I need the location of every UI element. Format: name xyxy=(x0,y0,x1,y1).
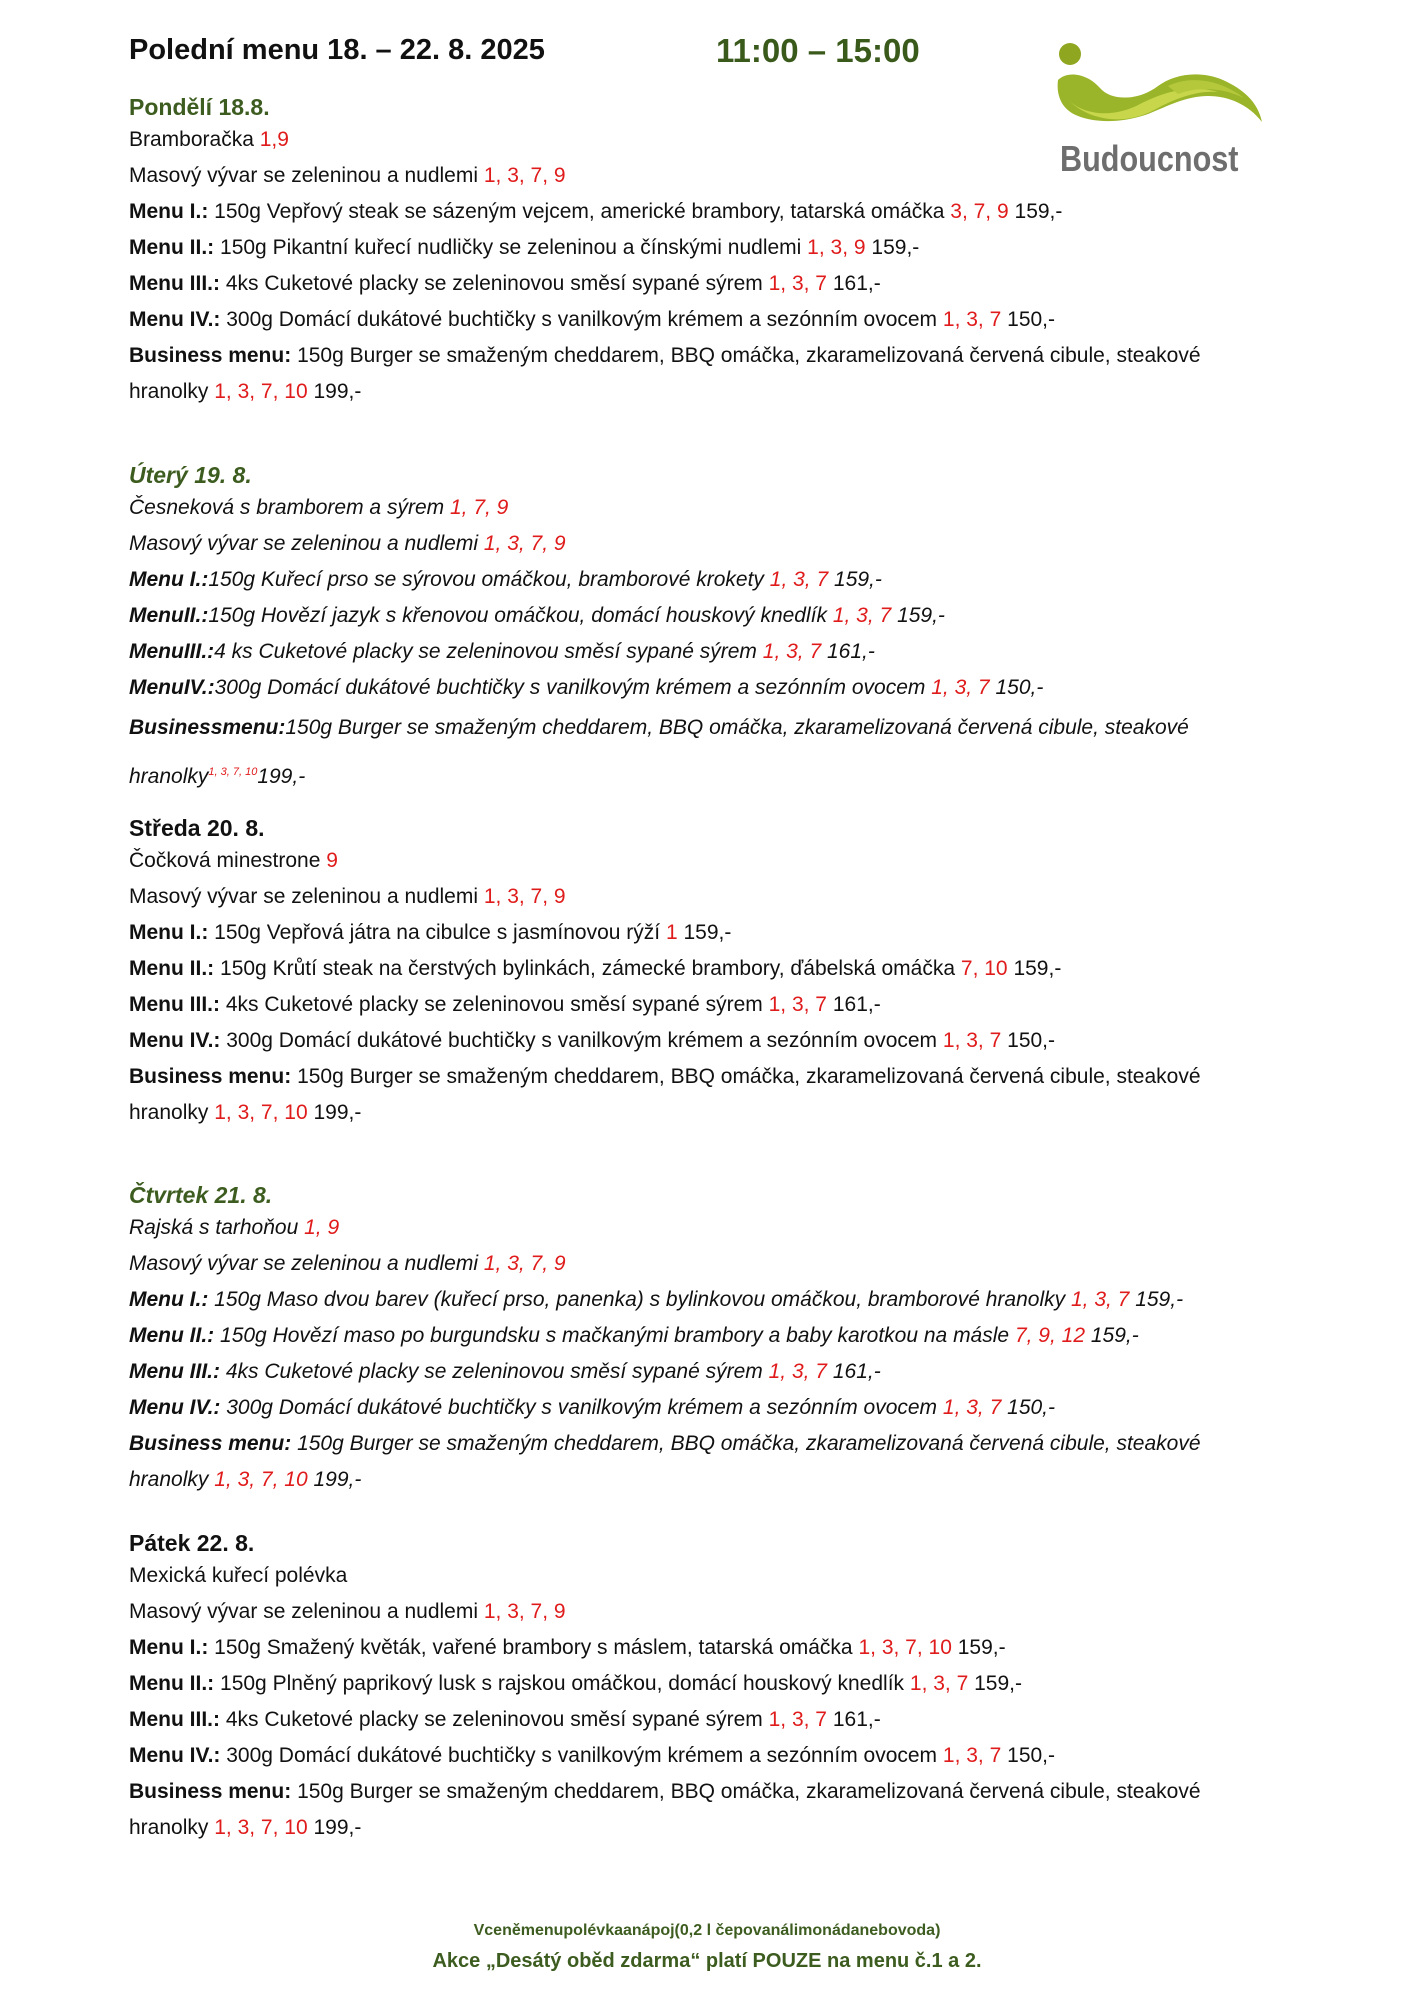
menu-text: 300g Domácí dukátové buchtičky s vanilkovým krémem a sezónním ovocem xyxy=(226,308,938,331)
menu-label: Menu III.: xyxy=(129,993,220,1016)
menu-label: Menu II.: xyxy=(129,236,215,259)
allergens: 1, 3, 7, 9 xyxy=(483,164,566,187)
price: 161,- xyxy=(832,993,881,1016)
price: 199,- xyxy=(313,1468,362,1491)
price: 159,- xyxy=(897,604,945,627)
soup-name: Mexická kuřecí polévka xyxy=(129,1564,348,1587)
menu-label: Menu I.: xyxy=(129,1288,209,1311)
allergens: 1, 3, 7 xyxy=(769,568,829,591)
price: 159,- xyxy=(871,236,920,259)
menu-text: 4ks Cuketové placky se zeleninovou směsí sypané sýrem xyxy=(225,993,763,1016)
menu-item xyxy=(129,1738,1309,1774)
price: 150,- xyxy=(995,676,1044,699)
menu-item xyxy=(129,562,1309,598)
day-wednesday xyxy=(129,813,1309,1131)
menu-label: Menu IV.: xyxy=(129,308,221,331)
menu-label: Business menu: xyxy=(129,344,292,367)
menu-label: MenuIII.: xyxy=(129,640,215,663)
menu-item xyxy=(129,194,1309,230)
menu-text: 300g Domácí dukátové buchtičky s vanilkovým krémem a sezónním ovocem xyxy=(226,1029,938,1052)
menu-label: Menu IV.: xyxy=(129,1396,221,1419)
menu-text: 150g Kuřecí prso se sýrovou omáčkou, bramborové krokety xyxy=(208,568,764,591)
day-monday xyxy=(129,92,1309,410)
allergens: 1, 3, 7, 10 xyxy=(214,380,308,403)
allergens: 1, 3, 7, 10 xyxy=(858,1636,952,1659)
allergens: 1, 3, 7 xyxy=(909,1672,969,1695)
allergens: 7, 10 xyxy=(960,957,1008,980)
menu-text: 150g Plněný paprikový lusk s rajskou omáčkou, domácí houskový knedlík xyxy=(220,1672,905,1695)
price: 159,- xyxy=(1013,957,1062,980)
day-title: Čtvrtek 21. 8. xyxy=(129,1182,273,1208)
menu-label: Menu I.: xyxy=(129,921,209,944)
soup-name: Rajská s tarhoňou xyxy=(129,1216,299,1239)
allergens: 1, 3, 7 xyxy=(942,308,1002,331)
soup-name: Bramboračka xyxy=(129,128,254,151)
price: 159,- xyxy=(683,921,732,944)
price: 159,- xyxy=(1090,1324,1139,1347)
day-title: Středa 20. 8. xyxy=(129,815,265,841)
menu-label: MenuII.: xyxy=(129,604,209,627)
allergens: 1, 3, 7, 10 xyxy=(214,1468,308,1491)
allergens: 7, 9, 12 xyxy=(1014,1324,1085,1347)
menu-text: 150g Maso dvou barev (kuřecí prso, panenka) s bylinkovou omáčkou, bramborové hranolky xyxy=(214,1288,1066,1311)
price: 150,- xyxy=(1007,1744,1056,1767)
price: 150,- xyxy=(1007,1029,1056,1052)
menu-label: Business menu: xyxy=(129,1780,292,1803)
menu-label: Menu I.: xyxy=(129,200,209,223)
price: 161,- xyxy=(827,640,875,663)
business-menu-cont xyxy=(129,374,1309,410)
menu-item xyxy=(129,951,1309,987)
page-title: Polední menu 18. – 22. 8. 2025 xyxy=(129,34,545,66)
menu-text: hranolky xyxy=(129,380,209,403)
soup-item xyxy=(129,1558,1309,1594)
menu-label: Menu IV.: xyxy=(129,1744,221,1767)
menu-item xyxy=(129,1354,1309,1390)
soup-name: Čočková minestrone xyxy=(129,849,321,872)
business-menu xyxy=(129,1059,1309,1095)
allergens: 1, 3, 7 xyxy=(768,272,827,295)
business-menu xyxy=(129,338,1309,374)
soup-item xyxy=(129,1594,1309,1630)
menu-label: Menu II.: xyxy=(129,957,215,980)
allergens: 1, 3, 7 xyxy=(942,1744,1002,1767)
menu-item xyxy=(129,915,1309,951)
menu-item xyxy=(129,634,1309,670)
footer-promo: Akce „Desátý oběd zdarma“ platí POUZE na menu č.1 a 2. xyxy=(432,1950,982,1972)
menu-label: Menu II.: xyxy=(129,1324,215,1347)
price: 199,- xyxy=(313,1816,362,1839)
menu-text: 150g Vepřová játra na cibulce s jasmínovou rýží xyxy=(214,921,661,944)
business-menu xyxy=(129,706,1309,750)
menu-text: 4ks Cuketové placky se zeleninovou směsí sypané sýrem xyxy=(225,1708,763,1731)
soup-name: Masový vývar se zeleninou a nudlemi xyxy=(129,1252,479,1275)
menu-label: Menu I.: xyxy=(129,568,209,591)
menu-text: 4 ks Cuketové placky se zeleninovou směsí sypané sýrem xyxy=(214,640,757,663)
menu-text: 150g Burger se smaženým cheddarem, BBQ omáčka, zkaramelizovaná červená cibule, steakové xyxy=(297,344,1201,367)
menu-item xyxy=(129,670,1309,706)
menu-label: MenuIV.: xyxy=(129,676,215,699)
day-tuesday xyxy=(129,460,1309,799)
allergens: 3, 7, 9 xyxy=(950,200,1009,223)
menu-text: 150g Hovězí maso po burgundsku s mačkanými brambory a baby karotkou na másle xyxy=(220,1324,1010,1347)
allergens: 1,9 xyxy=(259,128,289,151)
soup-item xyxy=(129,879,1309,915)
menu-label: Menu III.: xyxy=(129,272,220,295)
allergens: 1, 3, 7 xyxy=(768,1708,827,1731)
allergens: 1, 3, 7 xyxy=(931,676,990,699)
price: 150,- xyxy=(1007,1396,1056,1419)
menu-label: Menu III.: xyxy=(129,1708,220,1731)
menu-item xyxy=(129,987,1309,1023)
menu-item xyxy=(129,266,1309,302)
price: 161,- xyxy=(832,1708,881,1731)
allergens: 1, 3, 7, 10 xyxy=(208,766,258,778)
soup-name: Masový vývar se zeleninou a nudlemi xyxy=(129,885,479,908)
menu-text: 4ks Cuketové placky se zeleninovou směsí sypané sýrem xyxy=(225,272,763,295)
allergens: 1, 3, 7 xyxy=(768,1360,827,1383)
soup-name: Masový vývar se zeleninou a nudlemi xyxy=(129,164,479,187)
menu-text: 150g Smažený květák, vařené brambory s máslem, tatarská omáčka xyxy=(214,1636,853,1659)
price: 161,- xyxy=(832,272,881,295)
price: 159,- xyxy=(1135,1288,1184,1311)
business-menu-cont xyxy=(129,1810,1309,1846)
price: 199,- xyxy=(313,1101,362,1124)
menu-label: Business menu: xyxy=(129,1065,292,1088)
menu-text: 150g Hovězí jazyk s křenovou omáčkou, domácí houskový knedlík xyxy=(208,604,827,627)
menu-label: Menu II.: xyxy=(129,1672,215,1695)
footer-note: Vceněmenupolévkaanápoj(0,2 l čepovanálimonádanebovoda) xyxy=(473,1922,941,1939)
allergens: 1 xyxy=(665,921,678,944)
menu-text: 150g Burger se smaženým cheddarem, BBQ omáčka, zkaramelizovaná červená cibule, steakové xyxy=(297,1065,1201,1088)
soup-item xyxy=(129,490,1309,526)
menu-item xyxy=(129,1702,1309,1738)
logo-wordmark: Budoucnost xyxy=(1060,138,1239,179)
day-friday xyxy=(129,1528,1309,1846)
menu-item xyxy=(129,1023,1309,1059)
menu-text: 4ks Cuketové placky se zeleninovou směsí sypané sýrem xyxy=(225,1360,763,1383)
allergens: 1, 3, 7, 9 xyxy=(483,885,566,908)
menu-item xyxy=(129,598,1309,634)
price: 199,- xyxy=(257,765,306,788)
menu-item xyxy=(129,1282,1309,1318)
menu-label: Menu III.: xyxy=(129,1360,220,1383)
allergens: 1, 3, 7 xyxy=(762,640,822,663)
allergens: 1, 7, 9 xyxy=(449,496,509,519)
allergens: 1, 3, 7 xyxy=(768,993,827,1016)
menu-text: 150g Burger se smaženým cheddarem, BBQ omáčka, zkaramelizovaná červená cibule, steakové xyxy=(297,1780,1201,1803)
allergens: 1, 9 xyxy=(304,1216,340,1239)
allergens: 1, 3, 7, 10 xyxy=(214,1816,308,1839)
menu-label: Menu I.: xyxy=(129,1636,209,1659)
menu-label: Business menu: xyxy=(129,1432,292,1455)
opening-hours: 11:00 – 15:00 xyxy=(716,32,920,69)
menu-text: 150g Burger se smaženým cheddarem, BBQ omáčka, zkaramelizovaná červená cibule, steakové xyxy=(297,1432,1201,1455)
soup-name: Masový vývar se zeleninou a nudlemi xyxy=(129,1600,479,1623)
allergens: 1, 3, 7 xyxy=(942,1029,1002,1052)
soup-name: Česneková s bramborem a sýrem xyxy=(129,496,445,519)
allergens: 1, 3, 7 xyxy=(942,1396,1002,1419)
soup-item xyxy=(129,843,1309,879)
menu-label: Menu IV.: xyxy=(129,1029,221,1052)
price: 159,- xyxy=(957,1636,1006,1659)
allergens: 1, 3, 7, 9 xyxy=(483,1600,566,1623)
allergens: 1, 3, 7, 10 xyxy=(214,1101,308,1124)
price: 159,- xyxy=(1014,200,1063,223)
price: 159,- xyxy=(834,568,882,591)
menu-item xyxy=(129,302,1309,338)
soup-item xyxy=(129,158,1309,194)
soup-item xyxy=(129,122,1309,158)
menu-text: 150g Vepřový steak se sázeným vejcem, americké brambory, tatarská omáčka xyxy=(214,200,945,223)
menu-text: 300g Domácí dukátové buchtičky s vanilkovým krémem a sezónním ovocem xyxy=(214,676,926,699)
business-menu-cont xyxy=(129,750,1309,799)
price: 159,- xyxy=(974,1672,1022,1695)
allergens: 9 xyxy=(326,849,338,872)
menu-item xyxy=(129,1630,1309,1666)
menu-text: hranolky xyxy=(129,1816,209,1839)
menu-item xyxy=(129,1318,1309,1354)
allergens: 1, 3, 7, 9 xyxy=(483,532,566,555)
menu-text: hranolky xyxy=(129,1468,209,1491)
menu-text: hranolky xyxy=(129,1101,209,1124)
business-menu xyxy=(129,1426,1309,1462)
day-title: Úterý 19. 8. xyxy=(129,462,252,488)
soup-name: Masový vývar se zeleninou a nudlemi xyxy=(129,532,479,555)
menu-text: 150g Krůtí steak na čerstvých bylinkách, zámecké brambory, ďábelská omáčka xyxy=(220,957,956,980)
price: 161,- xyxy=(832,1360,881,1383)
soup-item xyxy=(129,1246,1309,1282)
allergens: 1, 3, 7 xyxy=(832,604,892,627)
business-menu-cont xyxy=(129,1095,1309,1131)
allergens: 1, 3, 7, 9 xyxy=(483,1252,566,1275)
soup-item xyxy=(129,526,1309,562)
soup-item xyxy=(129,1210,1309,1246)
day-title: Pondělí 18.8. xyxy=(129,94,270,120)
day-title: Pátek 22. 8. xyxy=(129,1530,255,1556)
business-menu xyxy=(129,1774,1309,1810)
menu-item xyxy=(129,1666,1309,1702)
menu-text: 150g Burger se smaženým cheddarem, BBQ omáčka, zkaramelizovaná červená cibule, steakové xyxy=(285,716,1189,739)
allergens: 1, 3, 7 xyxy=(1070,1288,1130,1311)
day-thursday xyxy=(129,1180,1309,1498)
business-menu-cont xyxy=(129,1462,1309,1498)
menu-text: 150g Pikantní kuřecí nudličky se zeleninou a čínskými nudlemi xyxy=(220,236,802,259)
price: 199,- xyxy=(313,380,362,403)
menu-label: Businessmenu: xyxy=(129,716,286,739)
menu-item xyxy=(129,1390,1309,1426)
menu-text: 300g Domácí dukátové buchtičky s vanilkovým krémem a sezónním ovocem xyxy=(226,1744,938,1767)
menu-text: hranolky xyxy=(129,765,209,788)
allergens: 1, 3, 9 xyxy=(807,236,866,259)
menu-text: 300g Domácí dukátové buchtičky s vanilkovým krémem a sezónním ovocem xyxy=(226,1396,938,1419)
price: 150,- xyxy=(1007,308,1056,331)
menu-item xyxy=(129,230,1309,266)
